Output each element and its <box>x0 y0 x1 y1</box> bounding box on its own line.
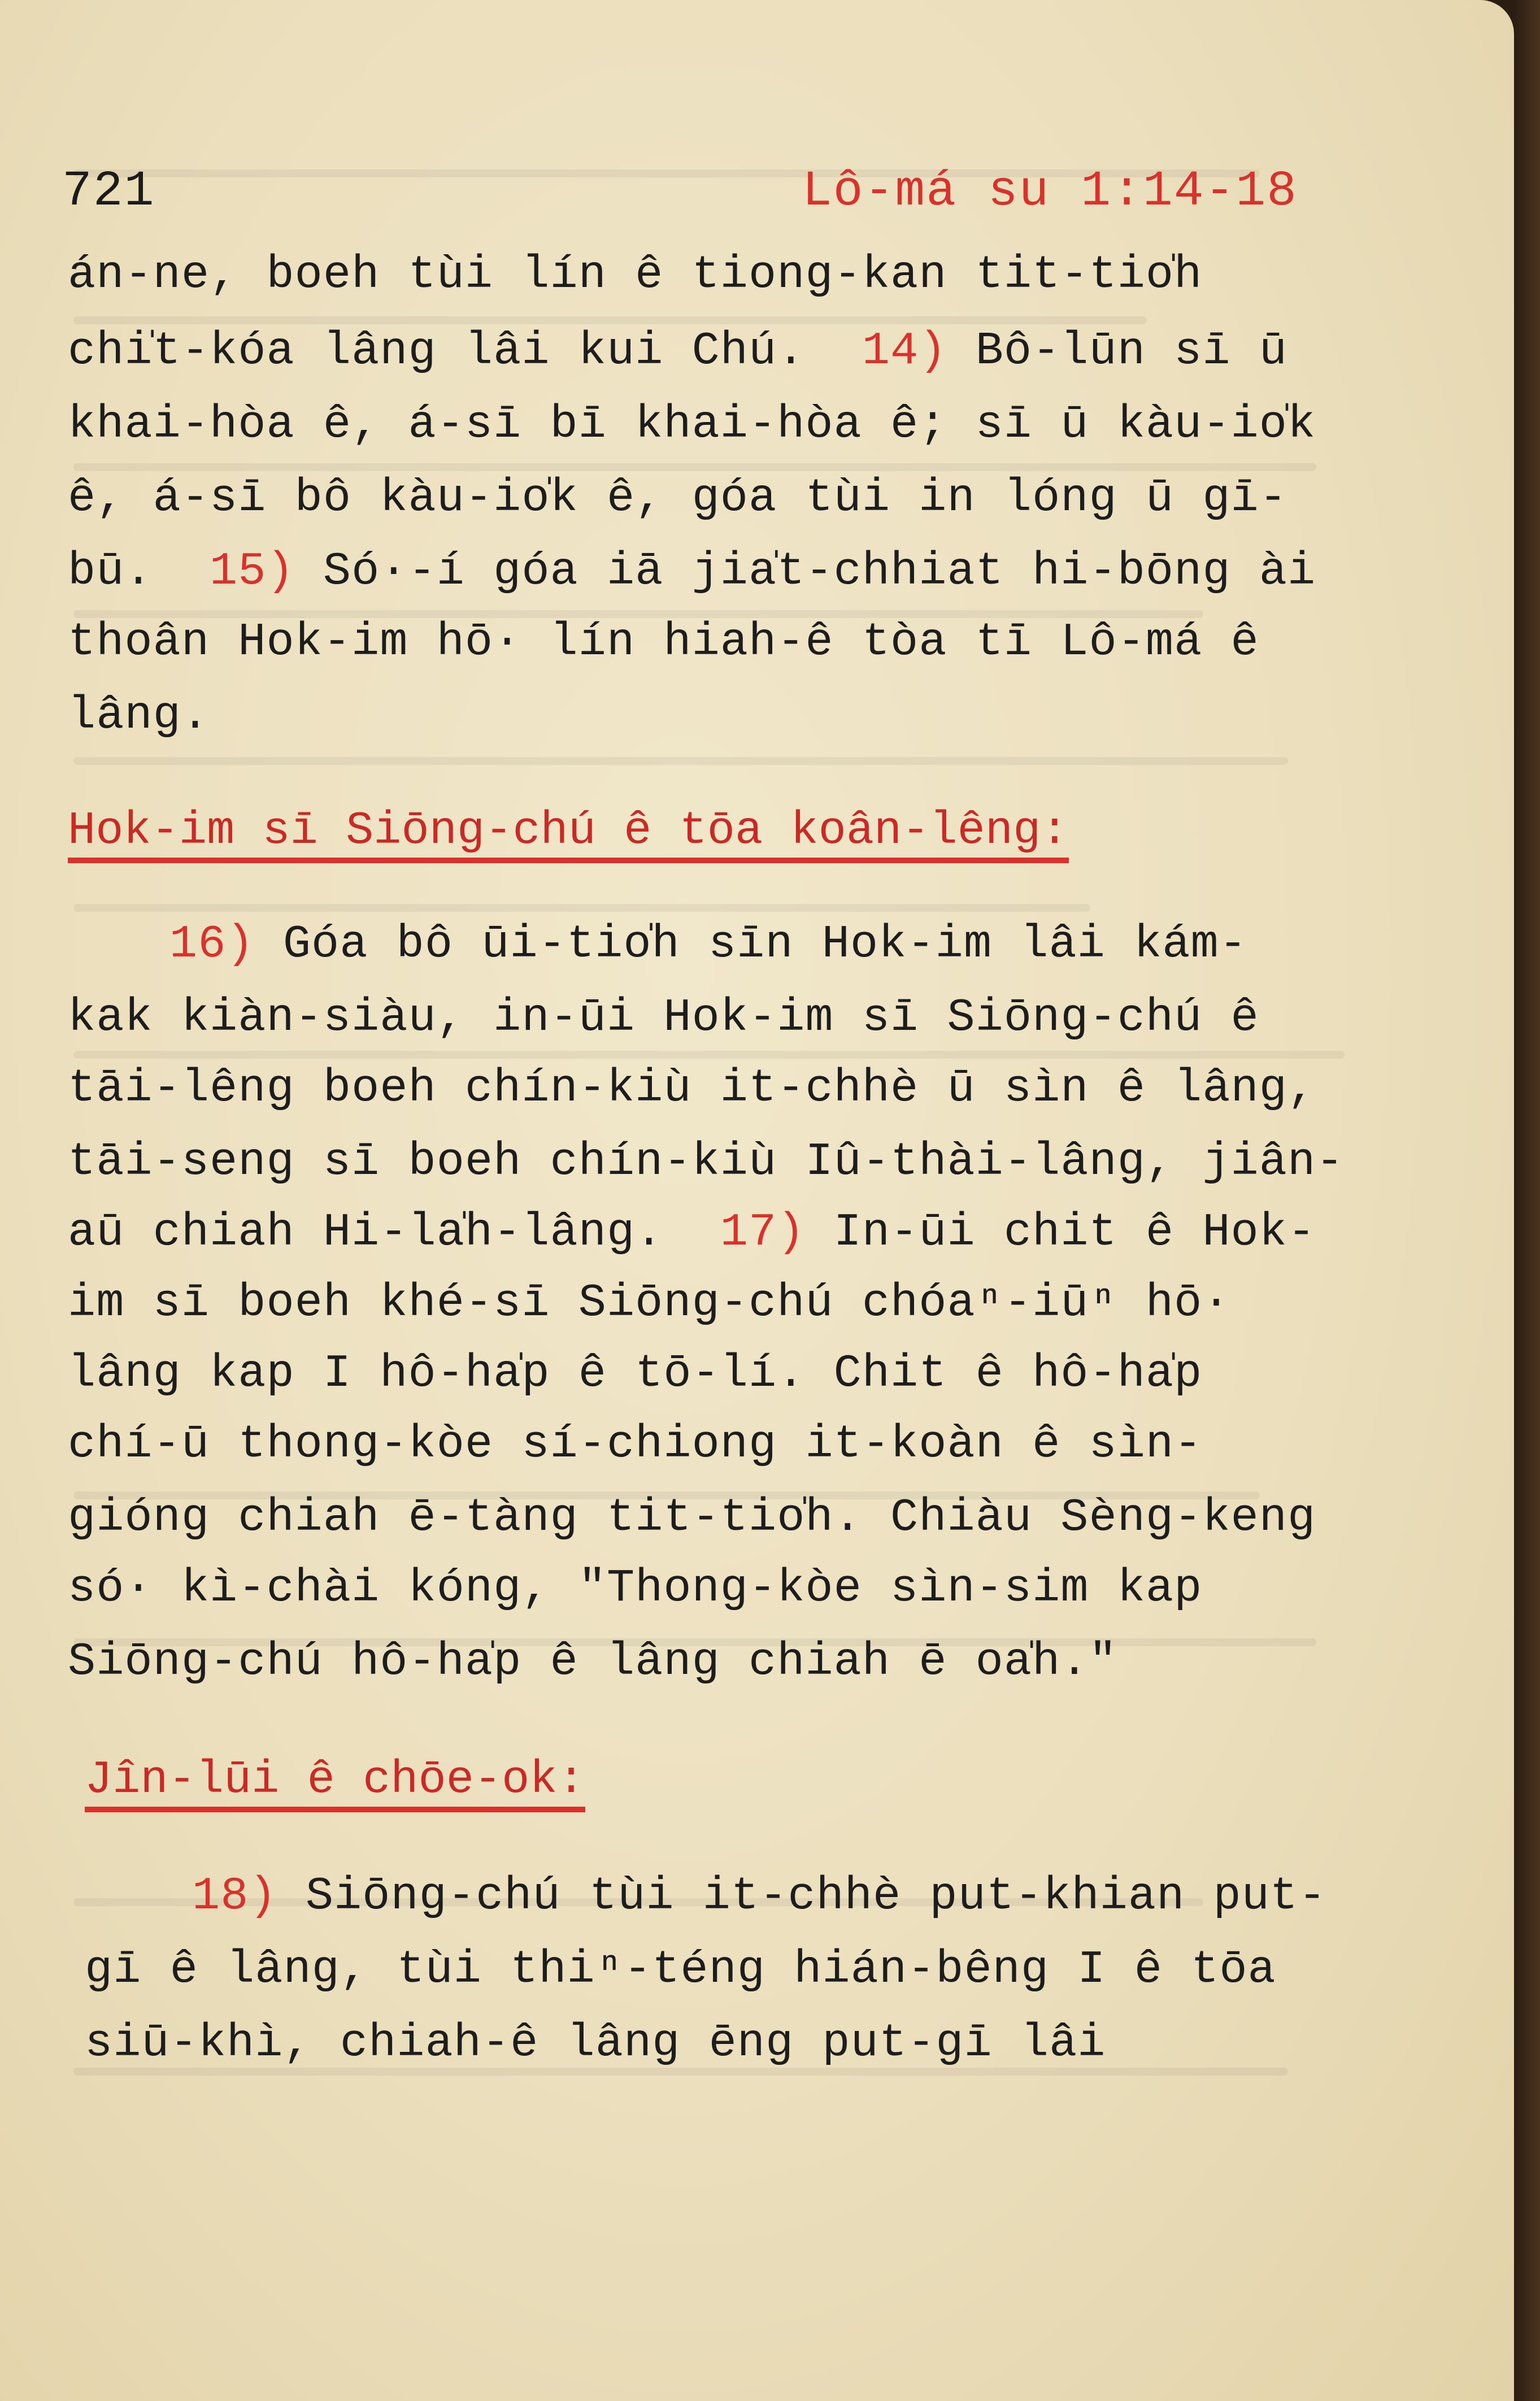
text-line: thoân Hok-im hō· lín hiah-ê tòa tī Lô-má ê <box>68 616 1259 668</box>
verse-number: 15) <box>210 545 295 598</box>
line-text: Só·-í góa iā jia̍t-chhiat hi-bōng ài <box>323 545 1316 598</box>
verse-number: 14) <box>862 325 947 377</box>
text-line: siū-khì, chiah-ê lâng ēng put-gī lâi <box>85 2017 1106 2069</box>
verse-number: 16) <box>169 918 255 971</box>
line-text: bū. <box>68 545 153 598</box>
text-line <box>68 325 1287 377</box>
text-line: Siōng-chú hô-ha̍p ê lâng chiah ē oa̍h." <box>68 1636 1117 1688</box>
line-text: Siōng-chú tùi it-chhè put-khian put- <box>305 1870 1327 1922</box>
page-number: 721 <box>62 164 155 220</box>
text-line: gī ê lâng, tùi thiⁿ-téng hián-bêng I ê tōa <box>85 1943 1276 1996</box>
section-heading: Jîn-lūi ê chōe-ok: <box>85 1757 585 1812</box>
line-text: In-ūi chit ê Hok- <box>833 1206 1316 1259</box>
text-line: án-ne, boeh tùi lín ê tiong-kan tit-tio̍h <box>68 249 1203 301</box>
line-text: aū chiah Hi-la̍h-lâng. <box>68 1206 664 1259</box>
line-text: Bô-lūn sī ū <box>975 325 1287 377</box>
running-head: Lô-má su 1:14-18 <box>802 164 1298 220</box>
line-text: Góa bô ūi-tio̍h sīn Hok-im lâi kám- <box>282 918 1247 971</box>
text-line: gióng chiah ē-tàng tit-tio̍h. Chiàu Sèng-keng <box>68 1491 1316 1544</box>
verse-number: 18) <box>192 1870 277 1922</box>
text-line: lâng kap I hô-ha̍p ê tō-lí. Chit ê hô-ha̍p <box>68 1347 1203 1400</box>
text-line: tāi-seng sī boeh chín-kiù Iû-thài-lâng, jiân- <box>68 1136 1345 1188</box>
text-line: só· kì-chài kóng, "Thong-kòe sìn-sim kap <box>68 1562 1203 1615</box>
section-heading: Hok-im sī Siōng-chú ê tōa koân-lêng: <box>68 808 1069 863</box>
text-line: im sī boeh khé-sī Siōng-chú chóaⁿ-iūⁿ hō· <box>68 1277 1231 1329</box>
text-line: tāi-lêng boeh chín-kiù it-chhè ū sìn ê lâng, <box>68 1062 1316 1115</box>
book-edge <box>1514 0 1540 2401</box>
text-line: khai-hòa ê, á-sī bī khai-hòa ê; sī ū kàu-io̍k <box>68 398 1316 451</box>
text-line <box>169 918 1247 971</box>
text-line: chí-ū thong-kòe sí-chiong it-koàn ê sìn- <box>68 1418 1203 1471</box>
text-line: ê, á-sī bô kàu-io̍k ê, góa tùi in lóng ū gī- <box>68 472 1287 524</box>
text-line <box>68 545 1316 598</box>
text-line: lâng. <box>68 689 210 742</box>
text-line <box>68 1206 1316 1259</box>
verse-number: 17) <box>720 1206 806 1259</box>
text-line: kak kiàn-siàu, in-ūi Hok-im sī Siōng-chú ê <box>68 991 1259 1044</box>
line-text: chi̍t-kóa lâng lâi kui Chú. <box>68 325 806 377</box>
text-line <box>192 1870 1326 1922</box>
